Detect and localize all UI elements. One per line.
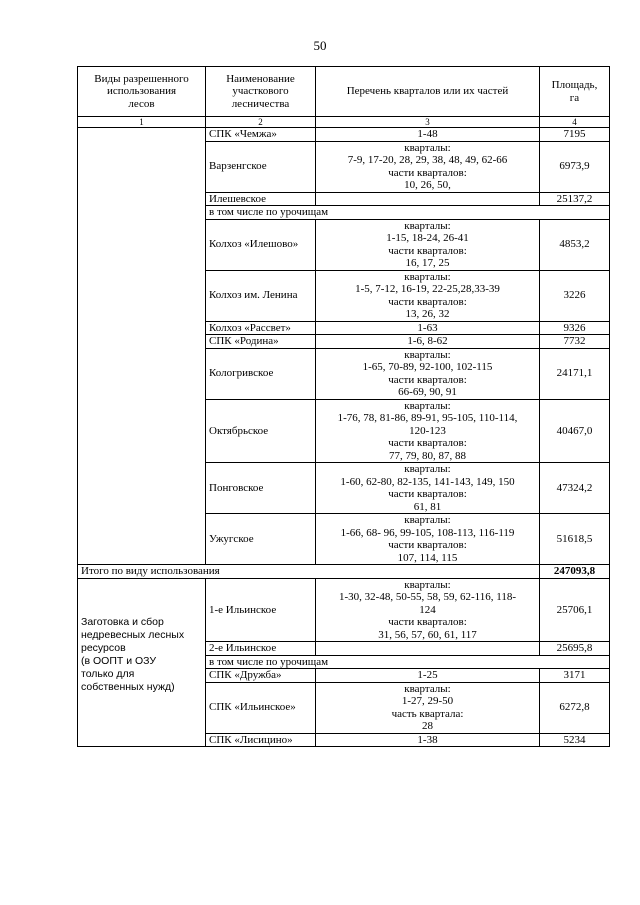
table-row (78, 578, 610, 642)
quarters-list: кварталы: 1-27, 29-50 часть квартала: 28 (316, 682, 540, 733)
forestry-name: СПК «Чемжа» (206, 128, 316, 142)
forest-use-table (77, 66, 610, 747)
subgroup-label: в том числе по урочищам (206, 206, 610, 220)
area-value: 40467,0 (540, 399, 610, 463)
header-col2: Наименование участкового лесничества (206, 67, 316, 117)
forestry-name: Колхоз им. Ленина (206, 270, 316, 321)
forestry-name: Кологривское (206, 348, 316, 399)
quarters-list: 1-25 (316, 669, 540, 683)
area-value: 5234 (540, 733, 610, 747)
column-number-row: 1 2 3 4 (78, 117, 610, 128)
forestry-name: Колхоз «Рассвет» (206, 321, 316, 335)
area-value: 7732 (540, 335, 610, 349)
area-value: 25695,8 (540, 642, 610, 656)
forestry-name: Ужугское (206, 514, 316, 565)
area-value: 9326 (540, 321, 610, 335)
use-kind-cell: Заготовка и сбор недревесных лесных ресурсов (в ООПТ и ОЗУ только для собственных нужд) (78, 578, 206, 747)
total-label: Итого по виду использования (78, 565, 540, 579)
forestry-name: 2-е Ильинское (206, 642, 316, 656)
forestry-name: Понговское (206, 463, 316, 514)
forestry-name: Октябрьское (206, 399, 316, 463)
header-col1: Виды разрешенного использования лесов (78, 67, 206, 117)
forestry-name: Варзенгское (206, 141, 316, 192)
area-value: 47324,2 (540, 463, 610, 514)
area-value: 6272,8 (540, 682, 610, 733)
forestry-name: Илешевское (206, 192, 316, 206)
quarters-list: кварталы: 1-5, 7-12, 16-19, 22-25,28,33-39 части кварталов: 13, 26, 32 (316, 270, 540, 321)
area-value: 7195 (540, 128, 610, 142)
area-value: 3226 (540, 270, 610, 321)
quarters-list: кварталы: 1-60, 62-80, 82-135, 141-143, 149, 150 части кварталов: 61, 81 (316, 463, 540, 514)
forestry-name: СПК «Лисицино» (206, 733, 316, 747)
total-row (78, 565, 610, 579)
forestry-name: Колхоз «Илешово» (206, 219, 316, 270)
quarters-list: кварталы: 1-76, 78, 81-86, 89-91, 95-105, 110-114, 120-123 части кварталов: 77, 79, 80, 87, 88 (316, 399, 540, 463)
header-col3: Перечень кварталов или их частей (316, 67, 540, 117)
area-value: 3171 (540, 669, 610, 683)
forestry-name: СПК «Родина» (206, 335, 316, 349)
quarters-list: кварталы: 1-65, 70-89, 92-100, 102-115 части кварталов: 66-69, 90, 91 (316, 348, 540, 399)
forestry-name: СПК «Ильинское» (206, 682, 316, 733)
total-value: 247093,8 (540, 565, 610, 579)
quarters-list (316, 642, 540, 656)
header-col4: Площадь, га (540, 67, 610, 117)
use-kind-cell (78, 128, 206, 565)
subgroup-label: в том числе по урочищам (206, 655, 610, 669)
area-value: 51618,5 (540, 514, 610, 565)
forestry-name: 1-е Ильинское (206, 578, 316, 642)
header-row (78, 67, 610, 117)
quarters-list: кварталы: 7-9, 17-20, 28, 29, 38, 48, 49, 62-66 части кварталов: 10, 26, 50, (316, 141, 540, 192)
page-number: 50 (313, 38, 327, 53)
area-value: 25706,1 (540, 578, 610, 642)
forestry-name: СПК «Дружба» (206, 669, 316, 683)
quarters-list: 1-48 (316, 128, 540, 142)
area-value: 4853,2 (540, 219, 610, 270)
area-value: 6973,9 (540, 141, 610, 192)
quarters-list: 1-6, 8-62 (316, 335, 540, 349)
area-value: 25137,2 (540, 192, 610, 206)
quarters-list: кварталы: 1-30, 32-48, 50-55, 58, 59, 62-116, 118- 124 части кварталов: 31, 56, 57, 60, 61, 117 (316, 578, 540, 642)
quarters-list: 1-63 (316, 321, 540, 335)
quarters-list (316, 192, 540, 206)
table-row (78, 128, 610, 142)
quarters-list: кварталы: 1-15, 18-24, 26-41 части кварталов: 16, 17, 25 (316, 219, 540, 270)
quarters-list: 1-38 (316, 733, 540, 747)
quarters-list: кварталы: 1-66, 68- 96, 99-105, 108-113, 116-119 части кварталов: 107, 114, 115 (316, 514, 540, 565)
area-value: 24171,1 (540, 348, 610, 399)
